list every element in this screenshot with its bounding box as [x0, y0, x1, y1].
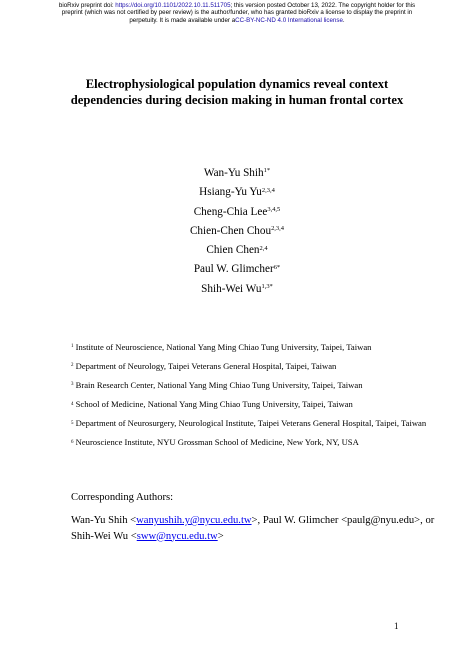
author-item: Paul W. Glimcher$^{6*}$	[193, 263, 281, 276]
corresponding-heading: Corresponding Authors:	[71, 492, 174, 503]
email-link-wu[interactable]: sww@nycu.edu.tw	[136, 530, 218, 542]
affiliation-item: $^4$ School of Medicine, National Yang Ming Chiao Tung University, Taipei, Taiwan	[71, 399, 353, 410]
notice-line-3: perpetuity. It is made available under aCC-BY-NC-ND 4.0 International license.	[129, 16, 345, 24]
author-item: Hsiang-Yu Yu$^{2,3,4}$	[199, 186, 275, 199]
license-link[interactable]: CC-BY-NC-ND 4.0 International license	[235, 16, 343, 24]
author-item: Shih-Wei $Wu^{1,3*}$	[201, 282, 273, 295]
notice-line-1: bioRxiv preprint doi: https://doi.org/10.1101/2022.10.11.511705; this version posted October 13, 2022. The copyright holder for this	[58, 2, 416, 9]
corresponding-authors	[71, 491, 461, 544]
biorxiv-preprint-notice	[10, 2, 464, 24]
email-link-shih[interactable]: wanyushih.y@nycu.edu.tw	[136, 515, 252, 526]
title-line-2: dependencies during decision making in human frontal cortex	[70, 93, 404, 107]
author-item: Chien-Chen Chou$^{2,3,4}$	[189, 224, 285, 237]
paper-title	[30, 76, 444, 108]
affiliation-item: $^5$ Department of Neurosurgery, Neurological Institute, Taipei Veterans General Hospital, Taipei, Taiwan	[71, 418, 427, 429]
author-list	[0, 164, 474, 299]
corresponding-line-1: Wan-Yu Shih <wanyushih.y@nycu.edu.tw>, Paul W. Glimcher <paulg@nyu.edu>, or	[71, 515, 435, 526]
title-line-1: Electrophysiological population dynamics reveal context	[85, 77, 389, 91]
notice-line-2: preprint (which was not certified by peer review) is the author/funder, who has granted bioRxiv a license to display the preprint in	[61, 9, 413, 17]
corresponding-line-2: Shih-Wei Wu <sww@nycu.edu.tw>	[71, 530, 224, 542]
doi-link[interactable]: https://doi.org/10.1101/2022.10.11.511705	[115, 2, 231, 9]
affiliation-item: $^6$ Neuroscience Institute, NYU Grossman School of Medicine, New York, NY, USA	[71, 437, 359, 448]
affiliation-item: $^3$ Brain Research Center, National Yang Ming Chiao Tung University, Taipei, Taiwan	[71, 380, 363, 391]
page-number: 1	[394, 621, 399, 631]
affiliation-item: $^1$ Institute of Neuroscience, National Yang Ming Chiao Tung University, Taipei, Taiwan	[71, 342, 372, 352]
affiliation-item: $^2$ Department of Neurology, Taipei Veterans General Hospital, Taipei, Taiwan	[71, 361, 337, 372]
author-item: Wan-Yu Shih$^{1*}$	[203, 167, 271, 179]
author-item: Chien Chen$^{2,4}$	[206, 244, 268, 257]
affiliation-list	[71, 338, 461, 453]
author-item: Cheng-Chia Lee$^{3,4,5}$	[193, 205, 281, 218]
